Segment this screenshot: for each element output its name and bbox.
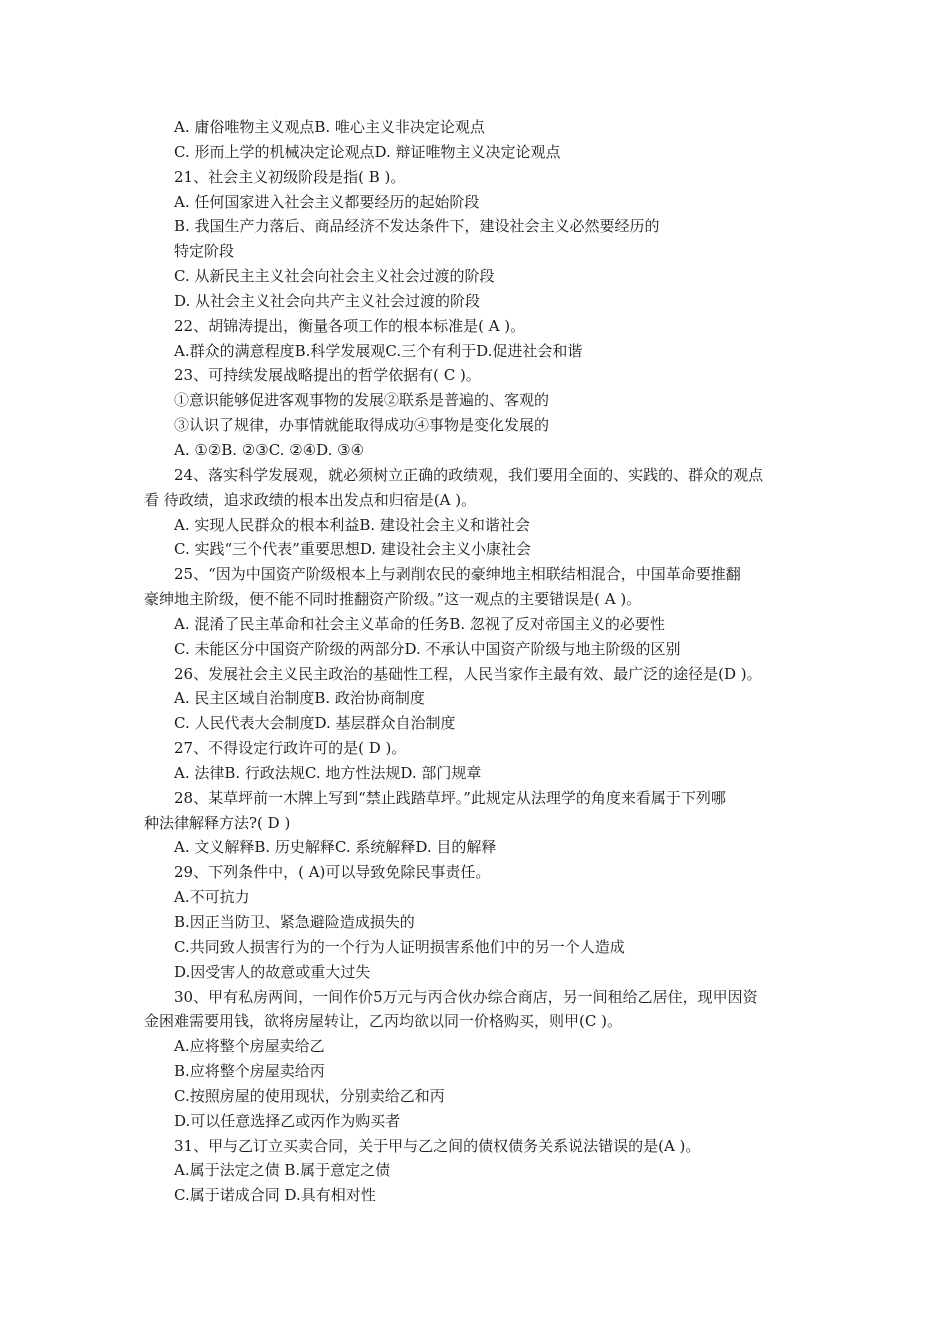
option-line: A.属于法定之债 B.属于意定之债 bbox=[174, 1161, 391, 1180]
option-line: C.按照房屋的使用现状，分别卖给乙和丙 bbox=[174, 1086, 445, 1105]
question-24: 24、落实科学发展观，就必须树立正确的政绩观，我们要用全面的、实践的、群众的观点 bbox=[174, 465, 764, 484]
question-27: 27、不得设定行政许可的是( D )。 bbox=[174, 739, 407, 758]
option-line: B. 我国生产力落后、商品经济不发达条件下，建设社会主义必然要经历的 bbox=[174, 217, 660, 236]
option-line: B.应将整个房屋卖给丙 bbox=[174, 1062, 325, 1081]
option-line: A. 混淆了民主革命和社会主义革命的任务B. 忽视了反对帝国主义的必要性 bbox=[174, 614, 665, 633]
option-line: A.不可抗力 bbox=[174, 888, 250, 907]
option-line: A. 庸俗唯物主义观点B. 唯心主义非决定论观点 bbox=[174, 118, 485, 136]
question-30-continuation: 金困难需要用钱，欲将房屋转让，乙丙均欲以同一价格购买，则甲(C )。 bbox=[144, 1012, 622, 1031]
question-25: 25、“因为中国资产阶级根本上与剥削农民的豪绅地主相联结相混合，中国革命要推翻 bbox=[174, 565, 741, 584]
option-line: C. 未能区分中国资产阶级的两部分D. 不承认中国资产阶级与地主阶级的区别 bbox=[174, 639, 681, 658]
option-line: A. 民主区域自治制度B. 政治协商制度 bbox=[174, 689, 425, 708]
question-28: 28、某草坪前一木牌上写到“禁止践踏草坪。”此规定从法理学的角度来看属于下列哪 bbox=[174, 788, 726, 807]
option-continuation: 特定阶段 bbox=[174, 242, 235, 261]
option-line: B.因正当防卫、紧急避险造成损失的 bbox=[174, 913, 415, 931]
option-line: D. 从社会主义社会向共产主义社会过渡的阶段 bbox=[174, 291, 481, 310]
statement-line: ①意识能够促进客观事物的发展②联系是普遍的、客观的 bbox=[174, 391, 550, 410]
option-line: A. 实现人民群众的根本利益B. 建设社会主义和谐社会 bbox=[174, 515, 530, 534]
question-28-continuation: 种法律解释方法?( D ) bbox=[144, 813, 291, 832]
option-line: A.应将整个房屋卖给乙 bbox=[174, 1037, 325, 1056]
option-line: C. 形而上学的机械决定论观点D. 辩证唯物主义决定论观点 bbox=[174, 142, 561, 161]
option-line: D.因受害人的故意或重大过失 bbox=[174, 962, 371, 981]
option-line: C. 从新民主主义社会向社会主义社会过渡的阶段 bbox=[174, 267, 495, 286]
statement-line: ③认识了规律，办事情就能取得成功④事物是变化发展的 bbox=[174, 416, 550, 435]
option-line: A. ①②B. ②③C. ②④D. ③④ bbox=[174, 440, 365, 459]
question-22: 22、胡锦涛提出，衡量各项工作的根本标准是( A )。 bbox=[174, 316, 526, 335]
option-line: C. 人民代表大会制度D. 基层群众自治制度 bbox=[174, 714, 456, 733]
question-23: 23、可持续发展战略提出的哲学依据有( C )。 bbox=[174, 366, 481, 385]
option-line: C.共同致人损害行为的一个行为人证明损害系他们中的另一个人造成 bbox=[174, 937, 625, 956]
question-21: 21、社会主义初级阶段是指( B )。 bbox=[174, 167, 406, 186]
question-31: 31、甲与乙订立买卖合同，关于甲与乙之间的债权债务关系说法错误的是(A )。 bbox=[174, 1136, 701, 1155]
question-26: 26、发展社会主义民主政治的基础性工程，人民当家作主最有效、最广泛的途径是(D )。 bbox=[174, 664, 762, 683]
question-30: 30、甲有私房两间，一间作价5万元与丙合伙办综合商店，另一间租给乙居住，现甲因资 bbox=[174, 987, 758, 1006]
option-line: D.可以任意选择乙或丙作为购买者 bbox=[174, 1111, 401, 1130]
option-line: A. 任何国家进入社会主义都要经历的起始阶段 bbox=[174, 192, 480, 211]
option-line: A. 文义解释B. 历史解释C. 系统解释D. 目的解释 bbox=[174, 838, 497, 857]
question-25-continuation: 豪绅地主阶级，便不能不同时推翻资产阶级。”这一观点的主要错误是( A )。 bbox=[144, 590, 642, 609]
option-line: A.群众的满意程度B.科学发展观C.三个有利于D.促进社会和谐 bbox=[174, 341, 583, 360]
question-24-continuation: 看 待政绩，追求政绩的根本出发点和归宿是(A )。 bbox=[144, 490, 477, 509]
option-line: C.属于诺成合同 D.具有相对性 bbox=[174, 1186, 376, 1205]
option-line: A. 法律B. 行政法规C. 地方性法规D. 部门规章 bbox=[174, 763, 482, 782]
option-line: C. 实践“三个代表”重要思想D. 建设社会主义小康社会 bbox=[174, 540, 531, 559]
document-body bbox=[144, 115, 824, 1208]
question-29: 29、下列条件中，( A)可以导致免除民事责任。 bbox=[174, 863, 491, 882]
